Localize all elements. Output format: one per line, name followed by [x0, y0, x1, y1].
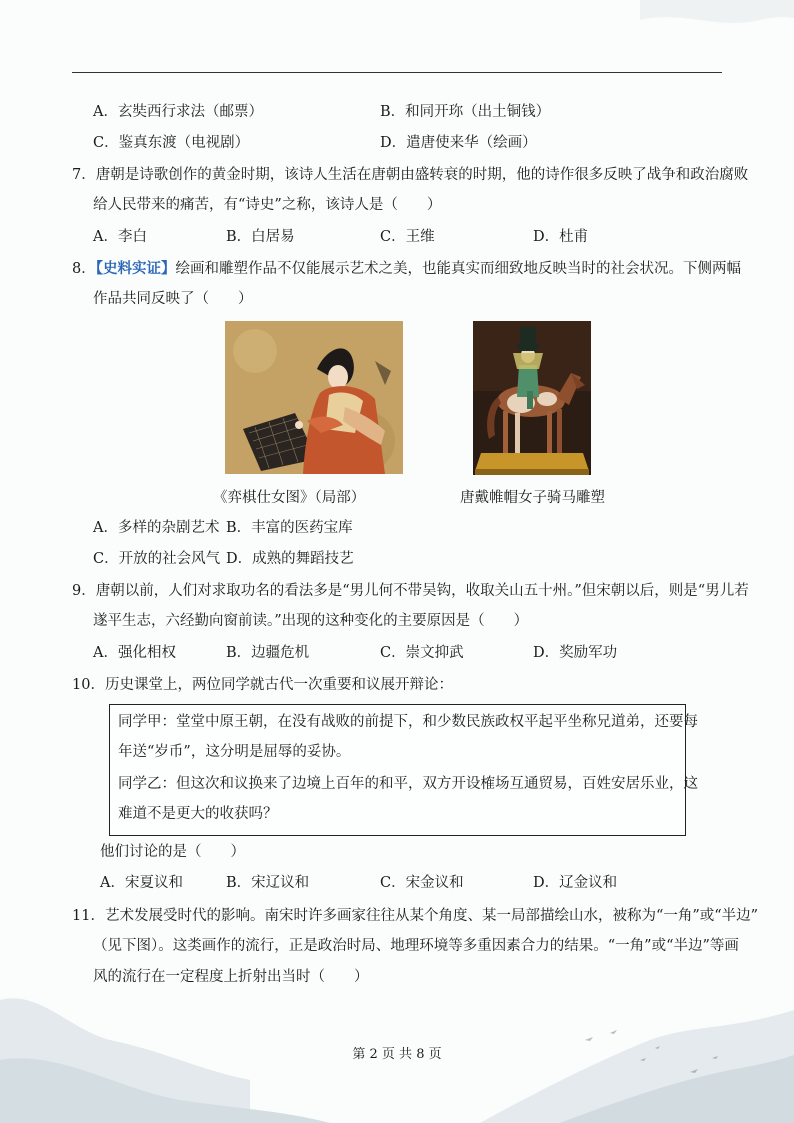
- q11-stem-line1: 11．艺术发展受时代的影响。南宋时许多画家往往从某个角度、某一局部描绘山水，被称为“一角”或“半边”: [72, 908, 759, 924]
- q8-stem-text: 绘画和雕塑作品不仅能展示艺术之美，也能真实而细致地反映当时的社会状况。下侧两幅: [175, 261, 741, 277]
- q11-stem-line2: （见下图）。这类画作的流行，正是政治时局、地理环境等多重因素合力的结果。“一角”或“半边”等画: [93, 938, 739, 954]
- painting-go-players-image: [225, 321, 403, 474]
- q8-stem-line2: 作品共同反映了（ ）: [93, 291, 253, 307]
- q9-option-c[interactable]: C．崇文抑武: [380, 645, 464, 661]
- debate-line-2: 年送“岁币”，这分明是屈辱的妥协。: [118, 744, 351, 760]
- q10-option-b[interactable]: B．宋辽议和: [226, 875, 310, 891]
- q7-option-b[interactable]: B．白居易: [226, 229, 295, 245]
- q8-number: 8．: [72, 261, 96, 277]
- q6-option-d[interactable]: D．遣唐使来华（绘画）: [380, 135, 537, 151]
- caption-sculpture: 唐戴帷帽女子骑马雕塑: [460, 490, 605, 506]
- q10-option-a[interactable]: A．宋夏议和: [100, 875, 183, 891]
- header-rule: [72, 72, 722, 73]
- q9-option-d[interactable]: D．奖励军功: [533, 645, 618, 661]
- q7-option-d[interactable]: D．杜甫: [533, 229, 589, 245]
- q11-stem-line3: 风的流行在一定程度上折射出当时（ ）: [93, 969, 369, 985]
- q6-option-c[interactable]: C．鉴真东渡（电视剧）: [93, 135, 250, 151]
- sculpture-horse-rider-image: [473, 321, 591, 475]
- q6-option-a[interactable]: A．玄奘西行求法（邮票）: [93, 104, 263, 120]
- debate-line-4: 难道不是更大的收获吗？: [118, 806, 278, 822]
- q9-option-a[interactable]: A．强化相权: [93, 645, 176, 661]
- q9-stem-line2: 遂平生志，六经勤向窗前读。”出现的这种变化的主要原因是（ ）: [93, 613, 529, 629]
- q7-option-a[interactable]: A．李白: [93, 229, 147, 245]
- q10-stem: 10．历史课堂上，两位同学就古代一次重要和议展开辩论：: [72, 677, 453, 693]
- q10-option-d[interactable]: D．辽金议和: [533, 875, 618, 891]
- caption-painting: 《弈棋仕女图》（局部）: [213, 490, 366, 506]
- page-footer: 第 2 页 共 8 页: [352, 1047, 442, 1062]
- q9-stem-line1: 9．唐朝以前，人们对求取功名的看法多是“男儿何不带吴钩，收取关山五十州。”但宋朝以后，则是“男儿若: [72, 583, 749, 599]
- q7-stem-line1: 7．唐朝是诗歌创作的黄金时期，该诗人生活在唐朝由盛转衰的时期，他的诗作很多反映了战争和政治腐败: [72, 167, 749, 183]
- q10-option-c[interactable]: C．宋金议和: [380, 875, 464, 891]
- q6-option-b[interactable]: B．和同开珎（出土铜钱）: [380, 104, 551, 120]
- q8-stem-line1: [72, 259, 741, 279]
- debate-line-1: 同学甲：堂堂中原王朝，在没有战败的前提下，和少数民族政权平起平坐称兄道弟，还要每: [118, 714, 698, 730]
- debate-line-3: 同学乙：但这次和议换来了边境上百年的和平，双方开设榷场互通贸易，百姓安居乐业，这: [118, 776, 698, 792]
- q8-option-b[interactable]: B．丰富的医药宝库: [226, 520, 353, 536]
- q10-question: 他们讨论的是（ ）: [100, 844, 245, 860]
- q8-tag: 【史料实证】: [95, 260, 176, 277]
- q7-option-c[interactable]: C．王维: [380, 229, 435, 245]
- q8-option-d[interactable]: D．成熟的舞蹈技艺: [226, 551, 354, 567]
- q8-option-c[interactable]: C．开放的社会风气: [93, 551, 221, 567]
- q9-option-b[interactable]: B．边疆危机: [226, 645, 310, 661]
- q7-stem-line2: 给人民带来的痛苦，有“诗史”之称，该诗人是（ ）: [93, 197, 442, 213]
- q8-option-a[interactable]: A．多样的杂剧艺术: [93, 520, 220, 536]
